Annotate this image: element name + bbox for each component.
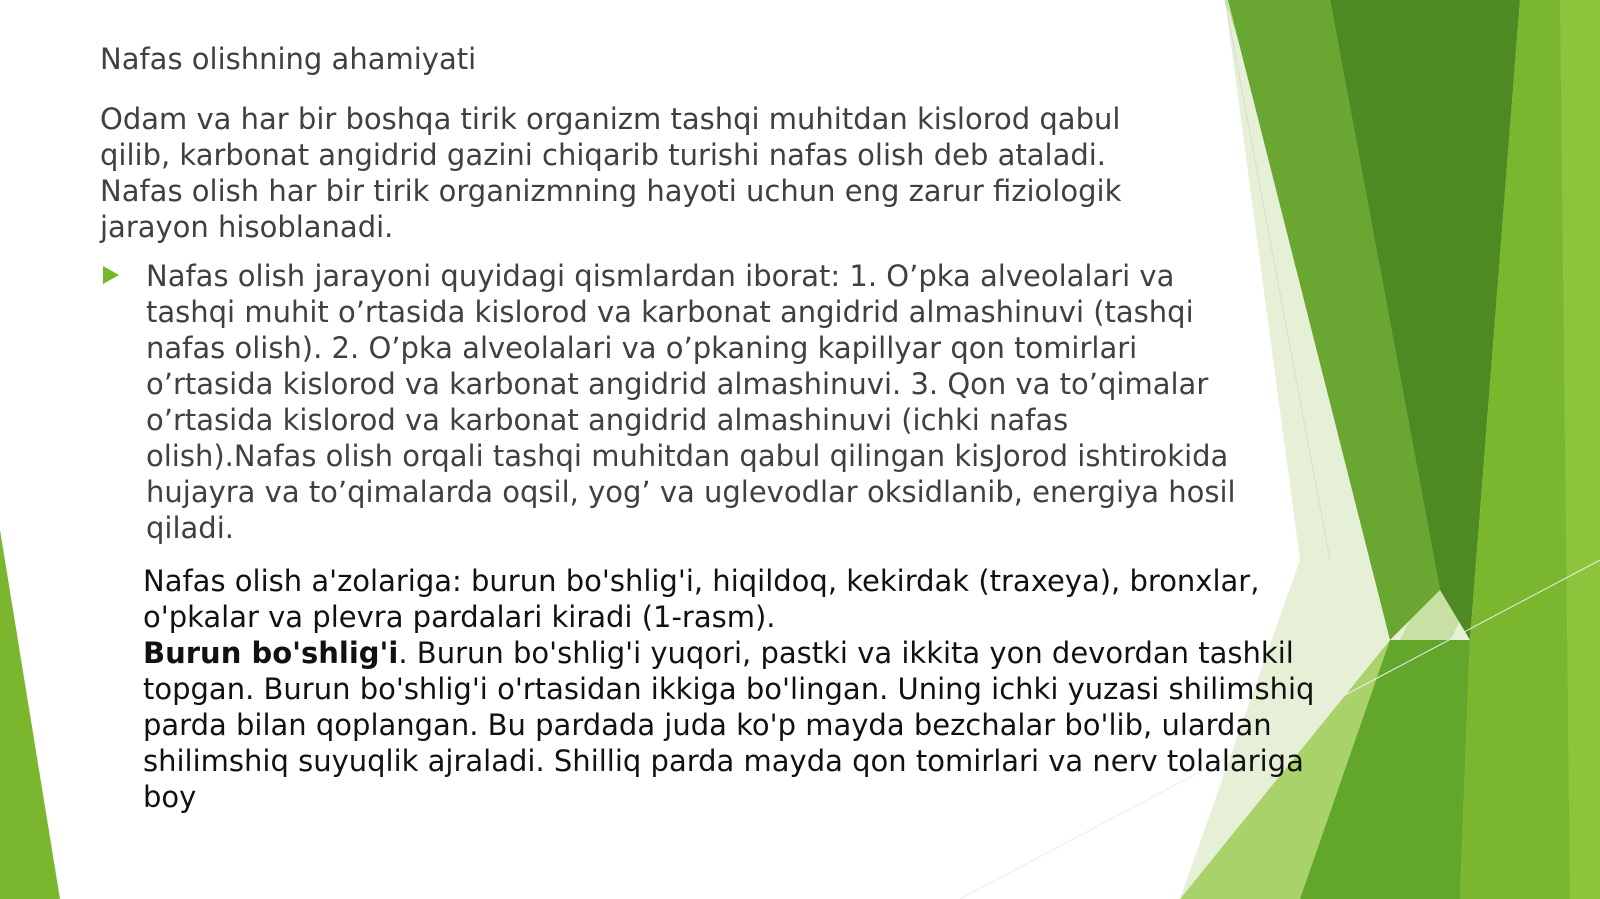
intro-paragraph: Odam va har bir boshqa tirik organizm tashqi muhitdan kislorod qabul qilib, karbonat angidrid gazini chiqarib turishi nafas olish deb ataladi. Nafas olish har bir tirik organizmning hayoti uchun eng zarur fiziologik jarayon hisoblanadi. bbox=[100, 102, 1122, 244]
left-facet bbox=[0, 530, 60, 899]
nasal-text: . Burun bo'shlig'i yuqori, pastki va ikkita yon devordan tashkil topgan. Burun bo'shlig'i o'rtasidan ikkiga bo'lingan. Uning ichki yuzasi shilimshiq parda bilan qoplangan. Bu pardada juda ko'p mayda bezchalar bo'lib, ulardan shilimshiq suyuqlik ajraladi. Shilliq parda mayda qon tomirlari va nerv tolalariga boy bbox=[143, 636, 1315, 814]
organs-section bbox=[143, 563, 1343, 815]
nasal-heading: Burun bo'shlig'i bbox=[143, 636, 399, 670]
organs-text: Nafas olish a'zolariga: burun bo'shlig'i, hiqildoq, kekirdak (traxeya), bronxlar, o'pkalar va plevra pardalari kiradi (1-rasm). bbox=[143, 564, 1260, 634]
bullet-item bbox=[100, 258, 1236, 546]
slide-title: Nafas olishning ahamiyati bbox=[100, 42, 477, 76]
bullet-text: Nafas olish jarayoni quyidagi qismlardan iborat: 1. O’pka alveolalari va tashqi muhit o’rtasida kislorod va karbonat angidrid almashinuvi (tashqi nafas olish). 2. O’pka alveolalari va o’pkaning kapillyar qon tomirlari o’rtasida kislorod va karbonat angidrid almashinuvi. 3. Qon va to’qimalar o’rtasida kislorod va karbonat angidrid almashinuvi (ichki nafas olish).Nafas olish orqali tashqi muhitdan qabul qilingan kisJorod ishtirokida hujayra va to’qimalarda oqsil, yog’ va uglevodlar oksidlanib, energiya hosil qiladi. bbox=[146, 259, 1236, 545]
triangle-bullet-icon bbox=[103, 266, 119, 284]
